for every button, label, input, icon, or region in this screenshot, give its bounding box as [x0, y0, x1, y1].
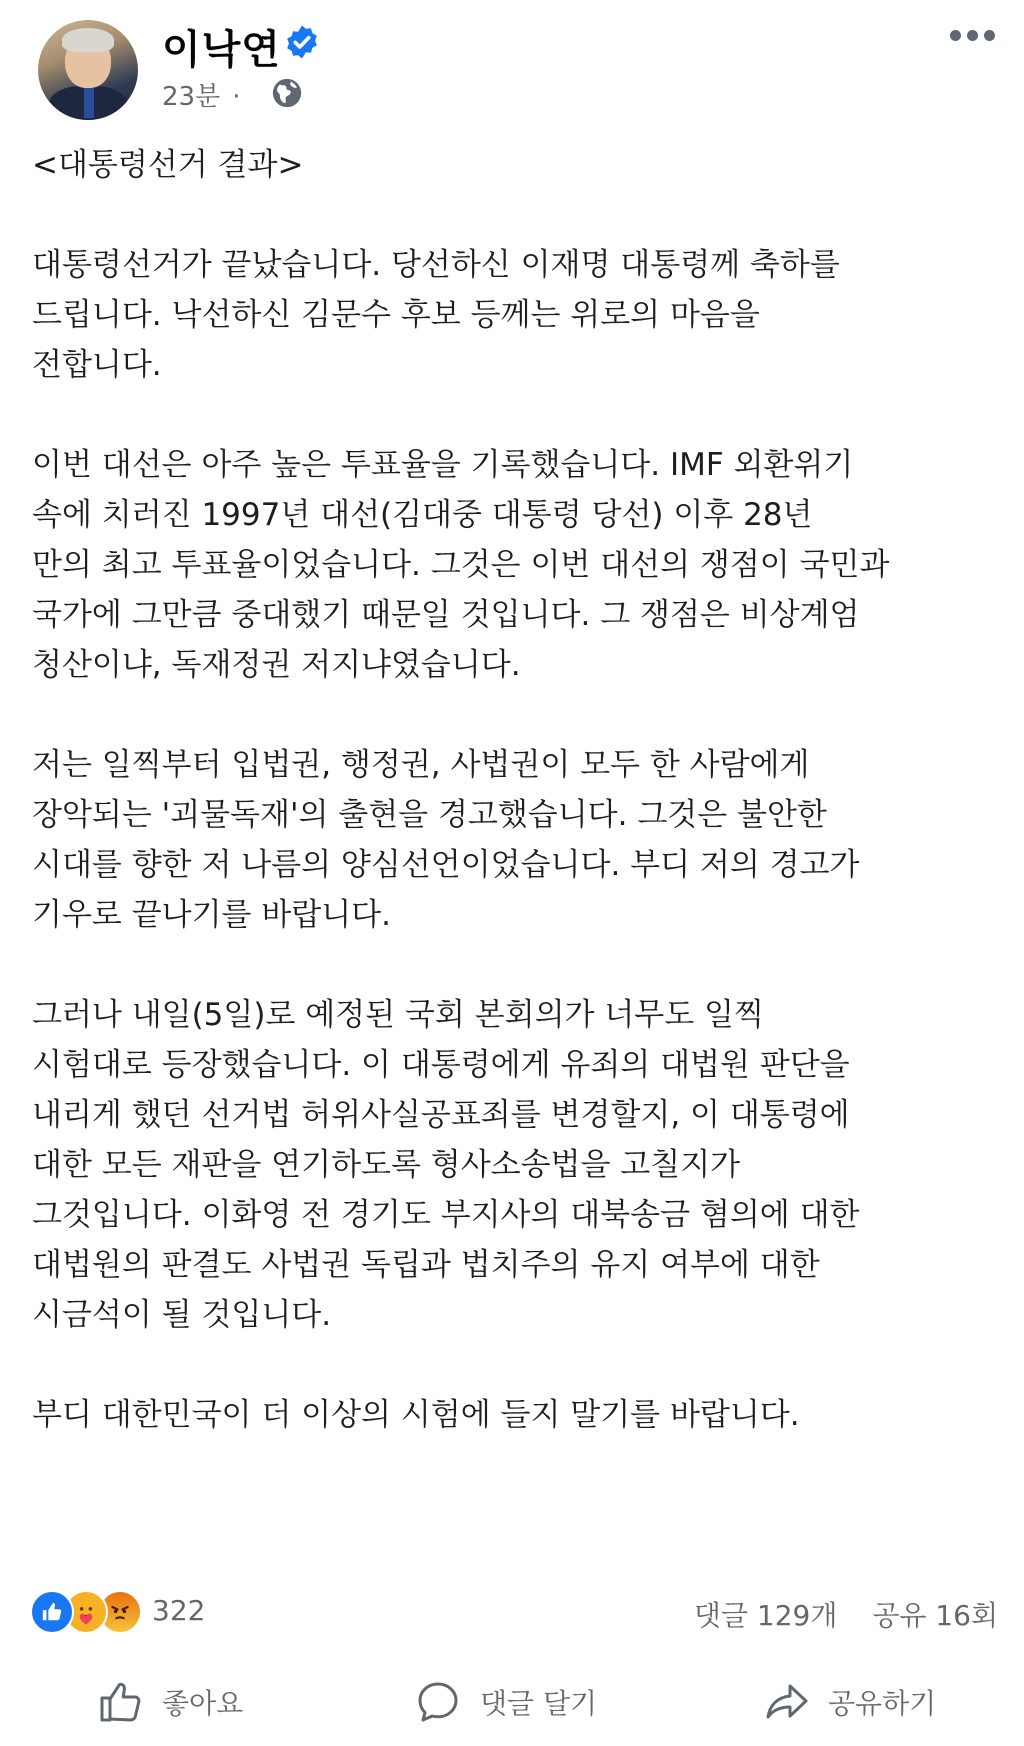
post-paragraph: 이번 대선은 아주 높은 투표율을 기록했습니다. IMF 외환위기 속에 치러진 1997년 대선(김대중 대통령 당선) 이후 28년 만의 최고 투표율이었습니다. 그것은 이번 대선의 쟁점이 국민과 국가에 그만큼 중대했기 때문일 것입니다. 그 쟁점은 비상계엄 청산이냐, 독재정권 저지냐였습니다. [32, 447, 890, 683]
post-paragraph: <대통령선거 결과> [32, 147, 304, 183]
more-options-icon[interactable] [950, 26, 1006, 46]
share-button-label: 공유하기 [828, 1687, 937, 1720]
post-paragraph: 부디 대한민국이 더 이상의 시험에 들지 말기를 바랍니다. [32, 1397, 800, 1433]
author-name[interactable]: 이낙연 [162, 27, 281, 73]
comment-button[interactable] [414, 1674, 597, 1730]
thumbs-up-icon [96, 1678, 144, 1726]
comment-bubble-icon [414, 1678, 462, 1726]
post-time[interactable]: 23분 [162, 82, 221, 112]
share-button[interactable] [762, 1674, 936, 1730]
post-meta [162, 76, 252, 113]
engagement-stats [668, 1594, 998, 1634]
verified-badge-icon [284, 24, 320, 60]
reaction-count: 322 [152, 1594, 206, 1627]
comment-button-label: 댓글 달기 [480, 1687, 598, 1720]
author-avatar[interactable] [38, 20, 138, 120]
meta-separator: · [232, 82, 241, 112]
post-header [0, 0, 1024, 130]
share-arrow-icon [762, 1678, 810, 1726]
action-bar [0, 1660, 1024, 1746]
post-paragraph: 그러나 내일(5일)로 예정된 국회 본회의가 너무도 일찍 시험대로 등장했습니다. 이 대통령에게 유죄의 대법원 판단을 내리게 했던 선거법 허위사실공표죄를 변경할지, 이 대통령에 대한 모든 재판을 연기하도록 형사소송법을 고칠지가 그것입니다. 이화영 전 경기도 부지사의 대북송금 혐의에 대한 대법원의 판결도 사법권 독립과 법치주의 유지 여부에 대한 시금석이 될 것입니다. [32, 997, 860, 1333]
like-reaction-icon [30, 1590, 74, 1634]
post-paragraph: 저는 일찍부터 입법권, 행정권, 사법권이 모두 한 사람에게 장악되는 '괴물독재'의 출현을 경고했습니다. 그것은 불안한 시대를 향한 저 나름의 양심선언이었습니다. 부디 저의 경고가 기우로 끝나기를 바랍니다. [32, 747, 860, 933]
post-body [32, 140, 1002, 1440]
like-button-label: 좋아요 [162, 1687, 244, 1720]
comment-count-link[interactable]: 댓글 129개 [693, 1599, 838, 1632]
like-button[interactable] [96, 1674, 243, 1730]
share-count-link[interactable]: 공유 16회 [872, 1599, 998, 1632]
globe-icon [270, 76, 304, 110]
post-paragraph: 대통령선거가 끝났습니다. 당선하신 이재명 대통령께 축하를 드립니다. 낙선하신 김문수 후보 등께는 위로의 마음을 전합니다. [32, 247, 840, 383]
